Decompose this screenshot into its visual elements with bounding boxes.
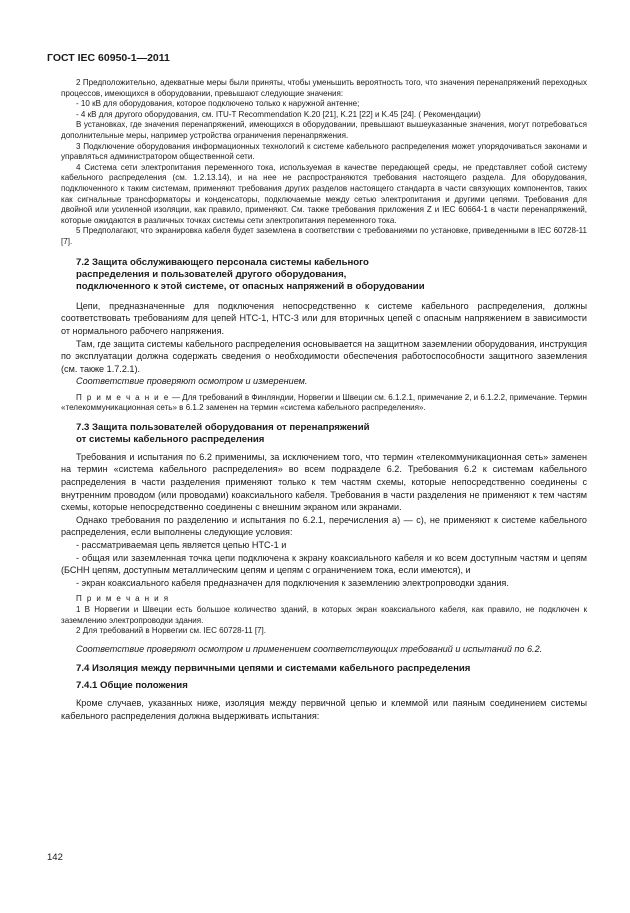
paragraph: Кроме случаев, указанных ниже, изоляция между первичной цепью и клеммой или паяным соединением системы кабельного распределения должна выдерживать испытания:: [61, 698, 587, 721]
document-header: ГОСТ IEC 60950-1—2011: [47, 52, 170, 64]
document-body: [61, 78, 587, 722]
list-item: - экран коаксиального кабеля предназначен для подключения к заземлению электропроводки здания.: [76, 577, 509, 588]
note: [61, 393, 587, 414]
note-2: 2 Для требований в Норвегии см. IEC 60728-11 [7].: [76, 626, 267, 636]
notes-label-text: П р и м е ч а н и я: [76, 594, 170, 604]
note-4: 4 Система сети электропитания переменного тока, используемая в качестве передающей среды, не представляет собой систему кабельного распределения (см. 1.2.13.14), и на нее не распространяются требования настоящего раздела. Для оборудования, подключенного к таким системам, применяют требования других разделов настоящего стандарта в части связующих компонентов, таких как сигнальные трансформаторы и конденсаторы, подключаемые между сетью электропитания и другими цепями. Требования для двойной или усиленной изоляции, как правило, применяют. См. также требования приложения Z и IEC 60664-1 в части перенапряжений, которые ожидаются в различных точках системы сети электропитания переменного тока.: [61, 162, 587, 225]
paragraph: Цепи, предназначенные для подключения непосредственно к системе кабельного распределения, должны соответствовать требованиям для цепей НТС-1, НТС-3 или для вторичных цепей с опасным напряжением в зависимости от нормального рабочего напряжения.: [61, 300, 587, 336]
note-label: П р и м е ч а н и е: [76, 392, 170, 402]
list-item: - рассматриваемая цепь является цепью НТС-1 и: [76, 540, 287, 551]
compliance-statement: Соответствие проверяют осмотром и измерением.: [76, 376, 308, 387]
paragraph: Там, где защита системы кабельного распределения основывается на защитном заземлении оборудования, инструкция по эксплуатации должна содержать сведения о необходимости обеспечения работоспособности защитного заземления (см. также 1.7.2.1).: [61, 338, 587, 374]
note-5: 5 Предполагают, что экранировка кабеля будет заземлена в соответствии с требованиями по установке, приведенными в IEC 60728-11 [7].: [61, 226, 587, 246]
page-number: 142: [47, 852, 63, 863]
note-2-continuation: В установках, где значения перенапряжений, имеющихся в оборудовании, превышают вышеуказанные значения, могут потребоваться дополнительные меры, например устройства ограничения перенапряжения.: [61, 120, 587, 140]
note-2-item-2: - 4 кВ для другого оборудования, см. ITU-T Recommendation K.20 [21], K.21 [22] и K.45 [24]. ( Рекомендации): [76, 109, 481, 119]
note-2: 2 Предположительно, адекватные меры были приняты, чтобы уменьшить вероятность того, что значения перенапряжений переходных процессов, имеющихся в оборудовании, превышают следующие значения:: [61, 78, 587, 98]
paragraph: Требования и испытания по 6.2 применимы, за исключением того, что термин «телекоммуникационная сеть» заменен на термин «система кабельного распределения» во всем подразделе 6.2. Требования 6.2 к системам кабельного распределения в части разделения применяют только к тем частям схемы, которые непосредственно соединены с внутренним проводом (или проводами) коаксиального кабеля. Требования в части разделения не применяют к тем частям схемы, которые непосредственно соединены с внешним экраном или экранами.: [61, 451, 587, 513]
list-item: - общая или заземленная точка цепи подключена к экрану коаксиального кабеля и ко всем доступным частям и цепям (БСНН цепям, доступным металлическим цепям и цепям с ограничением тока, если имеются), и: [61, 552, 587, 576]
paragraph: Однако требования по разделению и испытания по 6.2.1, перечисления а) — с), не применяют к системе кабельного распределения, если выполнены следующие условия:: [61, 514, 587, 538]
section-heading-line: подключенного к этой системе, от опасных напряжений в оборудовании: [76, 281, 425, 293]
section-7-4: [61, 663, 587, 722]
section-heading-line: от системы кабельного распределения: [76, 434, 265, 446]
section-heading-line: распределения и пользователей другого оборудования,: [76, 268, 347, 280]
compliance-statement: Соответствие проверяют осмотром и применением соответствующих требований и испытаний по 6.2.: [76, 643, 543, 654]
section-heading-line: 7.2 Защита обслуживающего персонала системы кабельного: [76, 256, 369, 268]
notes-top: [61, 78, 587, 248]
notes-label: [61, 594, 587, 605]
section-heading: 7.4 Изоляция между первичными цепями и системами кабельного распределения: [76, 663, 471, 675]
note-3: 3 Подключение оборудования информационных технологий к системе кабельного распределения может упорядочиваться законами и управляться администратором общественной сети.: [61, 141, 587, 162]
section-heading-line: 7.3 Защита пользователей оборудования от перенапряжений: [76, 422, 370, 434]
note-text: — Для требований в Финляндии, Норвегии и Швеции см. 6.1.2.1, примечание 2, и 6.1.2.2, примечание. Термин «телекоммуникационная сеть» в 6.1.2 заменен на термин «система кабельного распределения».: [61, 392, 587, 413]
note-1: 1 В Норвегии и Швеции есть большое количество зданий, в которых экран коаксиального кабеля, как правило, не подключен к заземлению электропроводки здания.: [61, 605, 587, 625]
section-7-2: [61, 257, 587, 415]
subsection-heading: 7.4.1 Общие положения: [76, 679, 188, 691]
note-2-item-1: - 10 кВ для оборудования, которое подключено только к наружной антенне;: [76, 99, 360, 109]
section-7-3: [61, 422, 587, 655]
